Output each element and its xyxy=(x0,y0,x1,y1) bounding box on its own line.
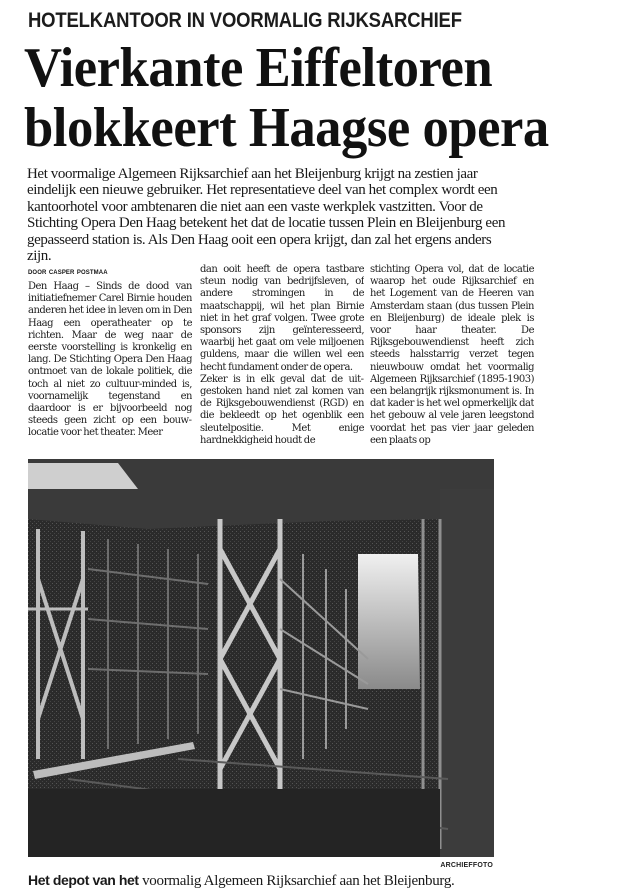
column-1-text: Den Haag – Sinds de dood van initiatiefnemer Carel Birnie houden anderen het idee in leven om in Den Haag een operatheater op te richten. Maar de weg naar de eerste voorstelling is kronkelig en lang. De Stichting Opera Den Haag ontmoet van de lokale politiek, die toch al niet zo cultuur-minded is, voornamelijk tegenstand en daardoor is er bijvoorbeeld nog steeds geen zicht op een bouwlocatie voor het theater. Meer xyxy=(28,281,192,439)
photo-illustration xyxy=(28,459,494,857)
photo-credit: ARCHIEFFOTO xyxy=(440,862,493,869)
column-2-paragraph-2: Zeker is in elk geval dat de uitgestoken hand niet zal komen van de Rijksgebouwendienst (RGD) en die bekleedt op het ogenblik een sleutelpositie. Met enige hardnekkigheid houdt de xyxy=(200,373,364,446)
caption-bold-lead: Het depot van het xyxy=(28,872,139,888)
skylight xyxy=(358,554,420,689)
photo-caption xyxy=(28,872,454,890)
body-column-3 xyxy=(370,264,534,456)
body-column-1 xyxy=(28,281,192,455)
floor xyxy=(28,789,440,857)
headline-line-1: Vierkante Eiffeltoren xyxy=(24,37,493,99)
lead-paragraph: Het voormalige Algemeen Rijksarchief aan het Bleijenburg krijgt na zestien jaar eindelijk een nieuwe gebruiker. Het representatieve deel van het complex wordt een kantoorhotel voor ambtenaren die niet aan een vaste werkplek vastzitten. Voor de Stichting Opera Den Haag betekent het dat de locatie tussen Plein en Bleijenburg een gepasseerd station is. Als Den Haag ooit een opera krijgt, dan zal het ergens anders zijn. xyxy=(27,166,506,265)
caption-text: voormalig Algemeen Rijksarchief aan het Bleijenburg. xyxy=(138,873,455,889)
byline: door casper postmaa xyxy=(28,266,108,276)
column-3-text: stichting Opera vol, dat de locatie waarop het oude Rijksarchief en het Logement van de Heeren van Amsterdam staan (dus tussen Plein en Bleijenburg) de ideale plek is voor haar theater. De Rijksgebouwendienst heeft zich steeds halsstarrig verzet tegen nieuwbouw omdat het voormalig Algemeen Rijksarchief (1895-1903) een belangrijk rijksmonument is. In dat kader is het wel opmerkelijk dat het gebouw al vele jaren leegstond voordat het pas vier jaar geleden een plaats op xyxy=(370,264,534,446)
body-column-2 xyxy=(200,264,364,456)
headline xyxy=(24,38,549,158)
headline-line-2: blokkeert Haagse opera xyxy=(24,97,549,159)
kicker: HOTELKANTOOR IN VOORMALIG RIJKSARCHIEF xyxy=(28,8,462,32)
column-2-text: dan ooit heeft de opera tastbare steun nodig van bedrijfsleven, of andere stromingen in de maatschappij, wil het plan Birnie niet in het graf volgen. Twee grote sponsors zijn geïnteresseerd, waarbij het gaat om vele miljoenen guldens, maar die willen wel een hecht fundament onder de opera. xyxy=(200,264,364,373)
archive-depot-photo xyxy=(28,459,494,857)
right-pillar xyxy=(440,489,494,857)
